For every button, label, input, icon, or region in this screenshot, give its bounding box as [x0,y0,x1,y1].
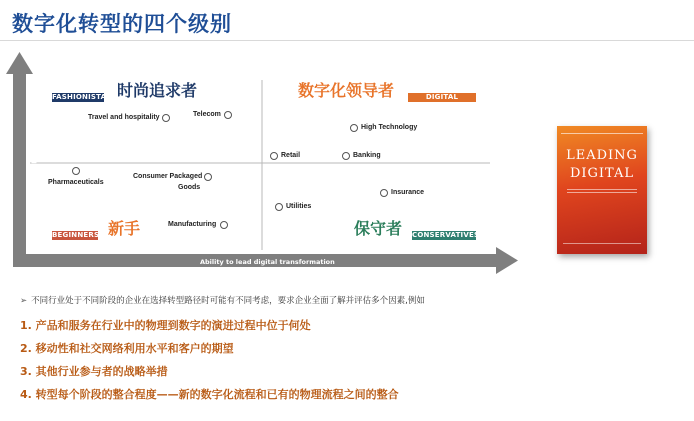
intro-text-body: 不同行业处于不同阶段的企业在选择转型路径时可能有不同考虑，要求企业全面了解并评估多个因素,例如 [31,296,425,306]
point-marker-manufacturing [220,221,228,229]
quadrant-title-beginners: 新手 [108,219,141,238]
x-axis-arrowhead [496,247,518,274]
book-author-line [563,243,641,244]
y-axis-label: Ability to invest wisely strategic priorities [31,92,39,235]
point-label-consumer: Consumer Packaged [133,173,203,180]
point-label-telecom: Telecom [193,111,221,118]
point-label-insurance: Insurance [391,189,425,196]
point-marker-insurance [380,189,388,197]
list-item-3: 3. 其他行业参与者的战略举措 [20,365,168,378]
arrow-bullet-icon: ➢ [20,296,28,306]
page-title: 数字化转型的四个级别 [12,12,232,36]
point-marker-utilities [275,203,283,211]
book-title-line2: DIGITAL [569,166,635,181]
book-title-line1: LEADING [566,148,638,163]
quadrant-title-fashionistas: 时尚追求者 [117,81,198,100]
point-marker-consumer [204,173,212,181]
y-axis-bar [13,70,26,266]
point-marker-pharma [72,167,80,175]
point-label-banking: Banking [353,152,381,159]
quadrant-title-conservatives: 保守者 [354,219,403,238]
point-marker-retail [270,152,278,160]
tag-conservatives: CONSERVATIVES [412,231,480,239]
point-label-retail: Retail [281,152,301,159]
point-label-consumer-line2: Goods [178,184,201,191]
x-axis-label: Ability to lead digital transformation [200,258,335,266]
list-item-1: 1. 产品和服务在行业中的物理到数字的演进过程中位于何处 [20,319,311,332]
point-marker-telecom [224,111,232,119]
list-item-4: 4. 转型每个阶段的整合程度——新的数字化流程和已有的物理流程之间的整合 [20,388,399,401]
point-marker-banking [342,152,350,160]
point-label-utilities: Utilities [286,203,312,210]
tag-digital-masters: DIGITAL MASTERS [408,93,476,102]
point-label-high-tech: High Technology [361,124,418,131]
quadrant-title-digital-masters: 数字化领导者 [298,81,395,100]
book-top-rule [561,133,643,137]
point-label-manufacturing: Manufacturing [168,221,217,228]
point-marker-high-tech [350,124,358,132]
y-axis-arrowhead [6,52,33,74]
book-cover-image [557,126,647,254]
point-marker-travel [162,114,170,122]
intro-text [20,294,425,306]
tag-fashionistas: FASHIONISTAS [52,93,112,101]
tag-beginners: BEGINNERS [52,231,100,239]
list-item-2: 2. 移动性和社交网络利用水平和客户的期望 [20,342,234,355]
point-label-travel: Travel and hospitality [88,114,160,121]
point-label-pharma: Pharmaceuticals [48,179,104,186]
book-subtitle-lines [567,189,637,193]
